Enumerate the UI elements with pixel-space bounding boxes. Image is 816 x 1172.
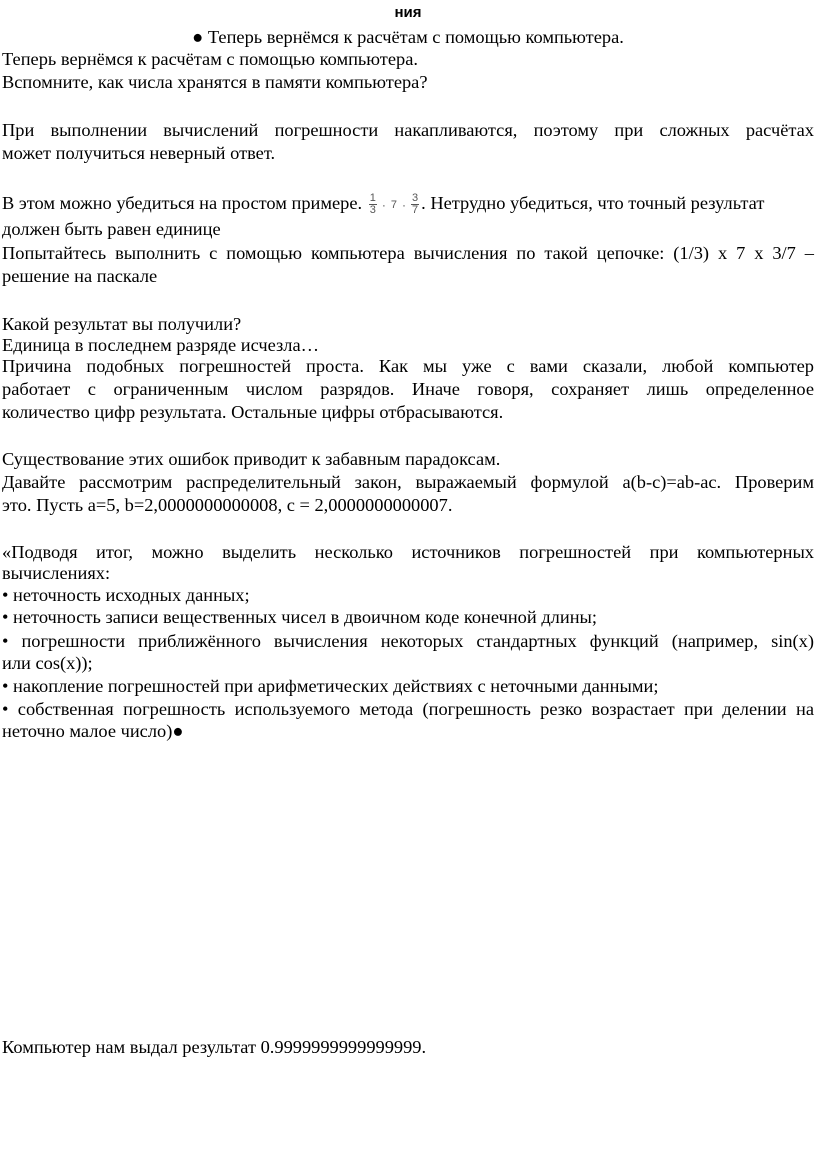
fraction-three-sevenths: 3 7 [412,192,419,217]
paragraph-line: Давайте рассмотрим распределительный закон, выражаемый формулой a(b-c)=ab-ac. Проверим [2,472,814,492]
result-line: Компьютер нам выдал результат 0.9999999999999999. [2,1037,427,1057]
list-item-last: неточно малое число)● [2,721,184,741]
paragraph-line: Вспомните, как числа хранятся в памяти компьютера? [2,72,428,92]
bullet-icon: ● [192,27,204,47]
example-line [2,190,814,218]
paragraph-line: вычислениях: [2,563,111,583]
fraction-one-third: 1 3 [369,192,376,217]
paragraph-line: Попытайтесь выполнить с помощью компьютера вычисления по такой цепочке: (1/3) x 7 x 3/7 – [2,243,814,263]
paragraph-line: «Подводя итог, можно выделить несколько источников погрешностей при компьютерных [2,542,814,562]
list-item: или cos(x)); [2,653,93,673]
example-text-before: В этом можно убедиться на простом примере. [2,193,363,213]
bullet-heading-text: Теперь вернёмся к расчётам с помощью компьютера. [207,27,624,47]
list-item: • погрешности приближённого вычисления некоторых стандартных функций (например, sin(x) [2,631,814,651]
list-item: • неточность записи вещественных чисел в двоичном коде конечной длины; [2,607,597,627]
formula-image: 1 3 · 7 · 3 7 [369,192,419,217]
paragraph-line: Существование этих ошибок приводит к забавным парадоксам. [2,449,501,469]
paragraph-line: решение на паскале [2,266,158,286]
page-header: ния [394,4,422,21]
paragraph-line: Теперь вернёмся к расчётам с помощью компьютера. [2,49,418,69]
paragraph-line: должен быть равен единице [2,219,221,239]
paragraph-line: Единица в последнем разряде исчезла… [2,335,320,355]
list-item: • неточность исходных данных; [2,585,250,605]
paragraph-line: При выполнении вычислений погрешности накапливаются, поэтому при сложных расчётах [2,120,814,140]
paragraph-line: работает с ограниченным числом разрядов. Иначе говоря, сохраняет лишь определенное [2,379,814,399]
bullet-heading [0,26,816,48]
example-text-after: . Нетрудно убедиться, что точный результат [421,193,765,213]
paragraph-line: количество цифр результата. Остальные цифры отбрасываются. [2,402,504,422]
bullet-icon: ● [172,721,184,741]
paragraph-line: это. Пусть a=5, b=2,0000000000008, c = 2,0000000000007. [2,495,453,515]
paragraph-line: Какой результат вы получили? [2,314,242,334]
paragraph-line: Причина подобных погрешностей проста. Как мы уже с вами сказали, любой компьютер [2,356,814,376]
paragraph-line: может получиться неверный ответ. [2,143,276,163]
list-item: • накопление погрешностей при арифметических действиях с неточными данными; [2,676,659,696]
list-item: • собственная погрешность используемого метода (погрешность резко возрастает при делении на [2,699,814,719]
